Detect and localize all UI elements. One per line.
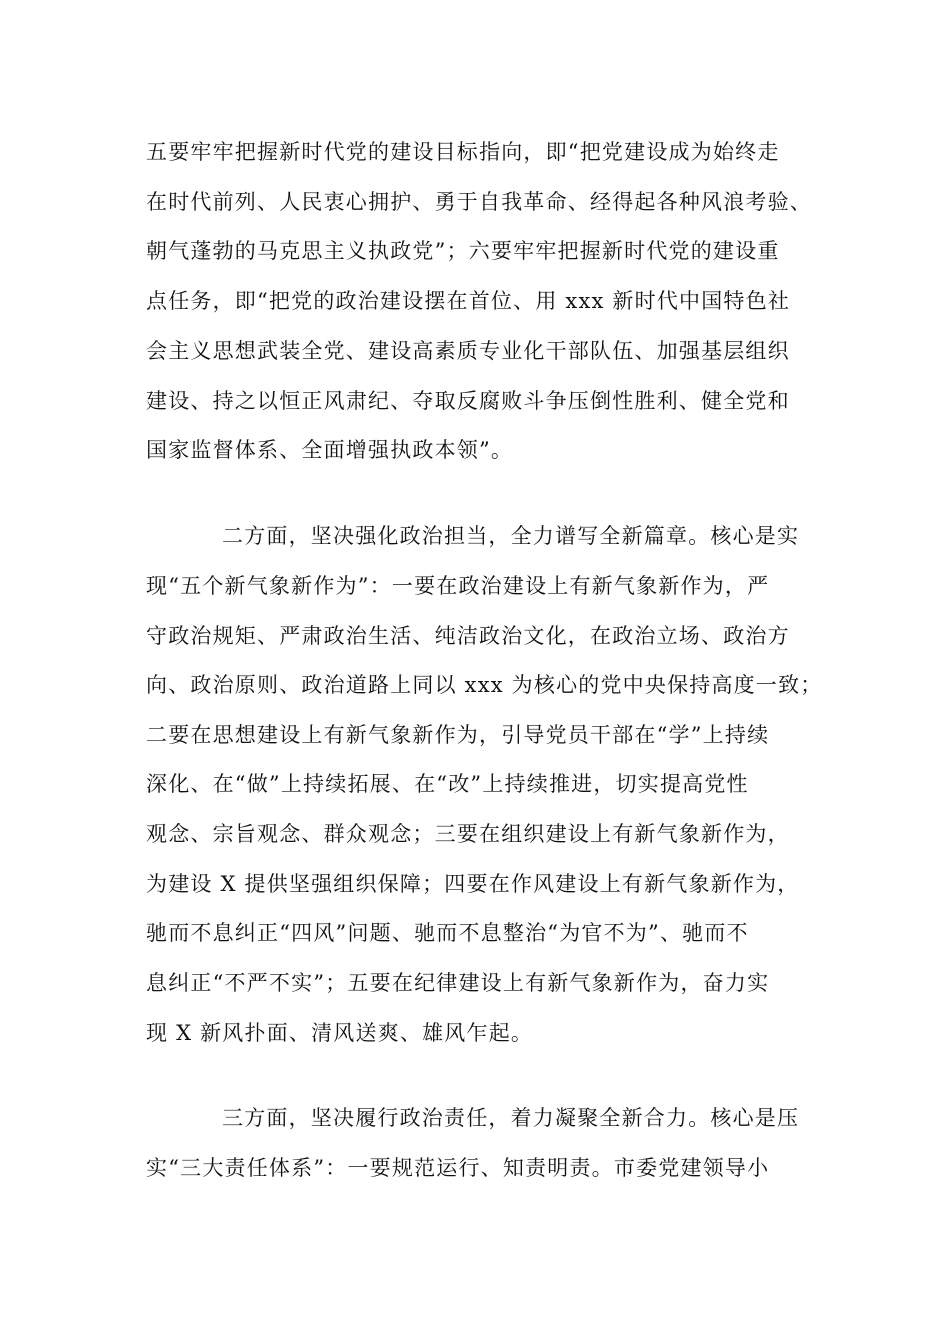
paragraph-line: 守政治规矩、严肃政治生活、纯洁政治文化，在政治立场、政治方 — [146, 624, 790, 648]
paragraph-line: 会主义思想武装全党、建设高素质专业化干部队伍、加强基层组织 — [146, 339, 790, 363]
paragraph-line: 实“三大责任体系”：一要规范运行、知责明责。市委党建领导小 — [146, 1156, 770, 1180]
paragraph-line: 建设、持之以恒正风肃纪、夺取反腐败斗争压倒性胜利、健全党和 — [146, 389, 790, 413]
paragraph-line: 现 X 新风扑面、清风送爽、雄风乍起。 — [146, 1021, 534, 1045]
paragraph-line: 现“五个新气象新作为”：一要在政治建设上有新气象新作为，严 — [146, 574, 770, 598]
paragraph-line: 驰而不息纠正“四风”问题、驰而不息整治“为官不为”、驰而不 — [146, 921, 749, 945]
paragraph-line: 朝气蓬勃的马克思主义执政党”；六要牢牢把握新时代党的建设重 — [146, 239, 780, 263]
paragraph-line: 向、政治原则、政治道路上同以 xxx 为核心的党中央保持高度一致； — [146, 673, 823, 697]
paragraph-line: 二方面，坚决强化政治担当，全力谱写全新篇章。核心是实 — [222, 524, 800, 548]
paragraph-line: 二要在思想建设上有新气象新作为，引导党员干部在“学”上持续 — [146, 723, 770, 747]
paragraph-line: 为建设 X 提供坚强组织保障；四要在作风建设上有新气象新作为， — [146, 872, 800, 896]
paragraph-line: 五要牢牢把握新时代党的建设目标指向，即“把党建设成为始终走 — [146, 140, 780, 164]
paragraph-line: 息纠正“不严不实”；五要在纪律建设上有新气象新作为，奋力实 — [146, 971, 770, 995]
paragraph-line: 三方面，坚决履行政治责任，着力凝聚全新合力。核心是压 — [222, 1106, 800, 1130]
paragraph-line: 观念、宗旨观念、群众观念；三要在组织建设上有新气象新作为， — [146, 822, 790, 846]
paragraph-line: 国家监督体系、全面增强执政本领”。 — [146, 438, 514, 462]
paragraph-line: 点任务，即“把党的政治建设摆在首位、用 xxx 新时代中国特色社 — [146, 289, 791, 313]
paragraph-line: 深化、在“做”上持续拓展、在“改”上持续推进，切实提高党性 — [146, 772, 749, 796]
paragraph-line: 在时代前列、人民衷心拥护、勇于自我革命、经得起各种风浪考验、 — [146, 190, 812, 214]
